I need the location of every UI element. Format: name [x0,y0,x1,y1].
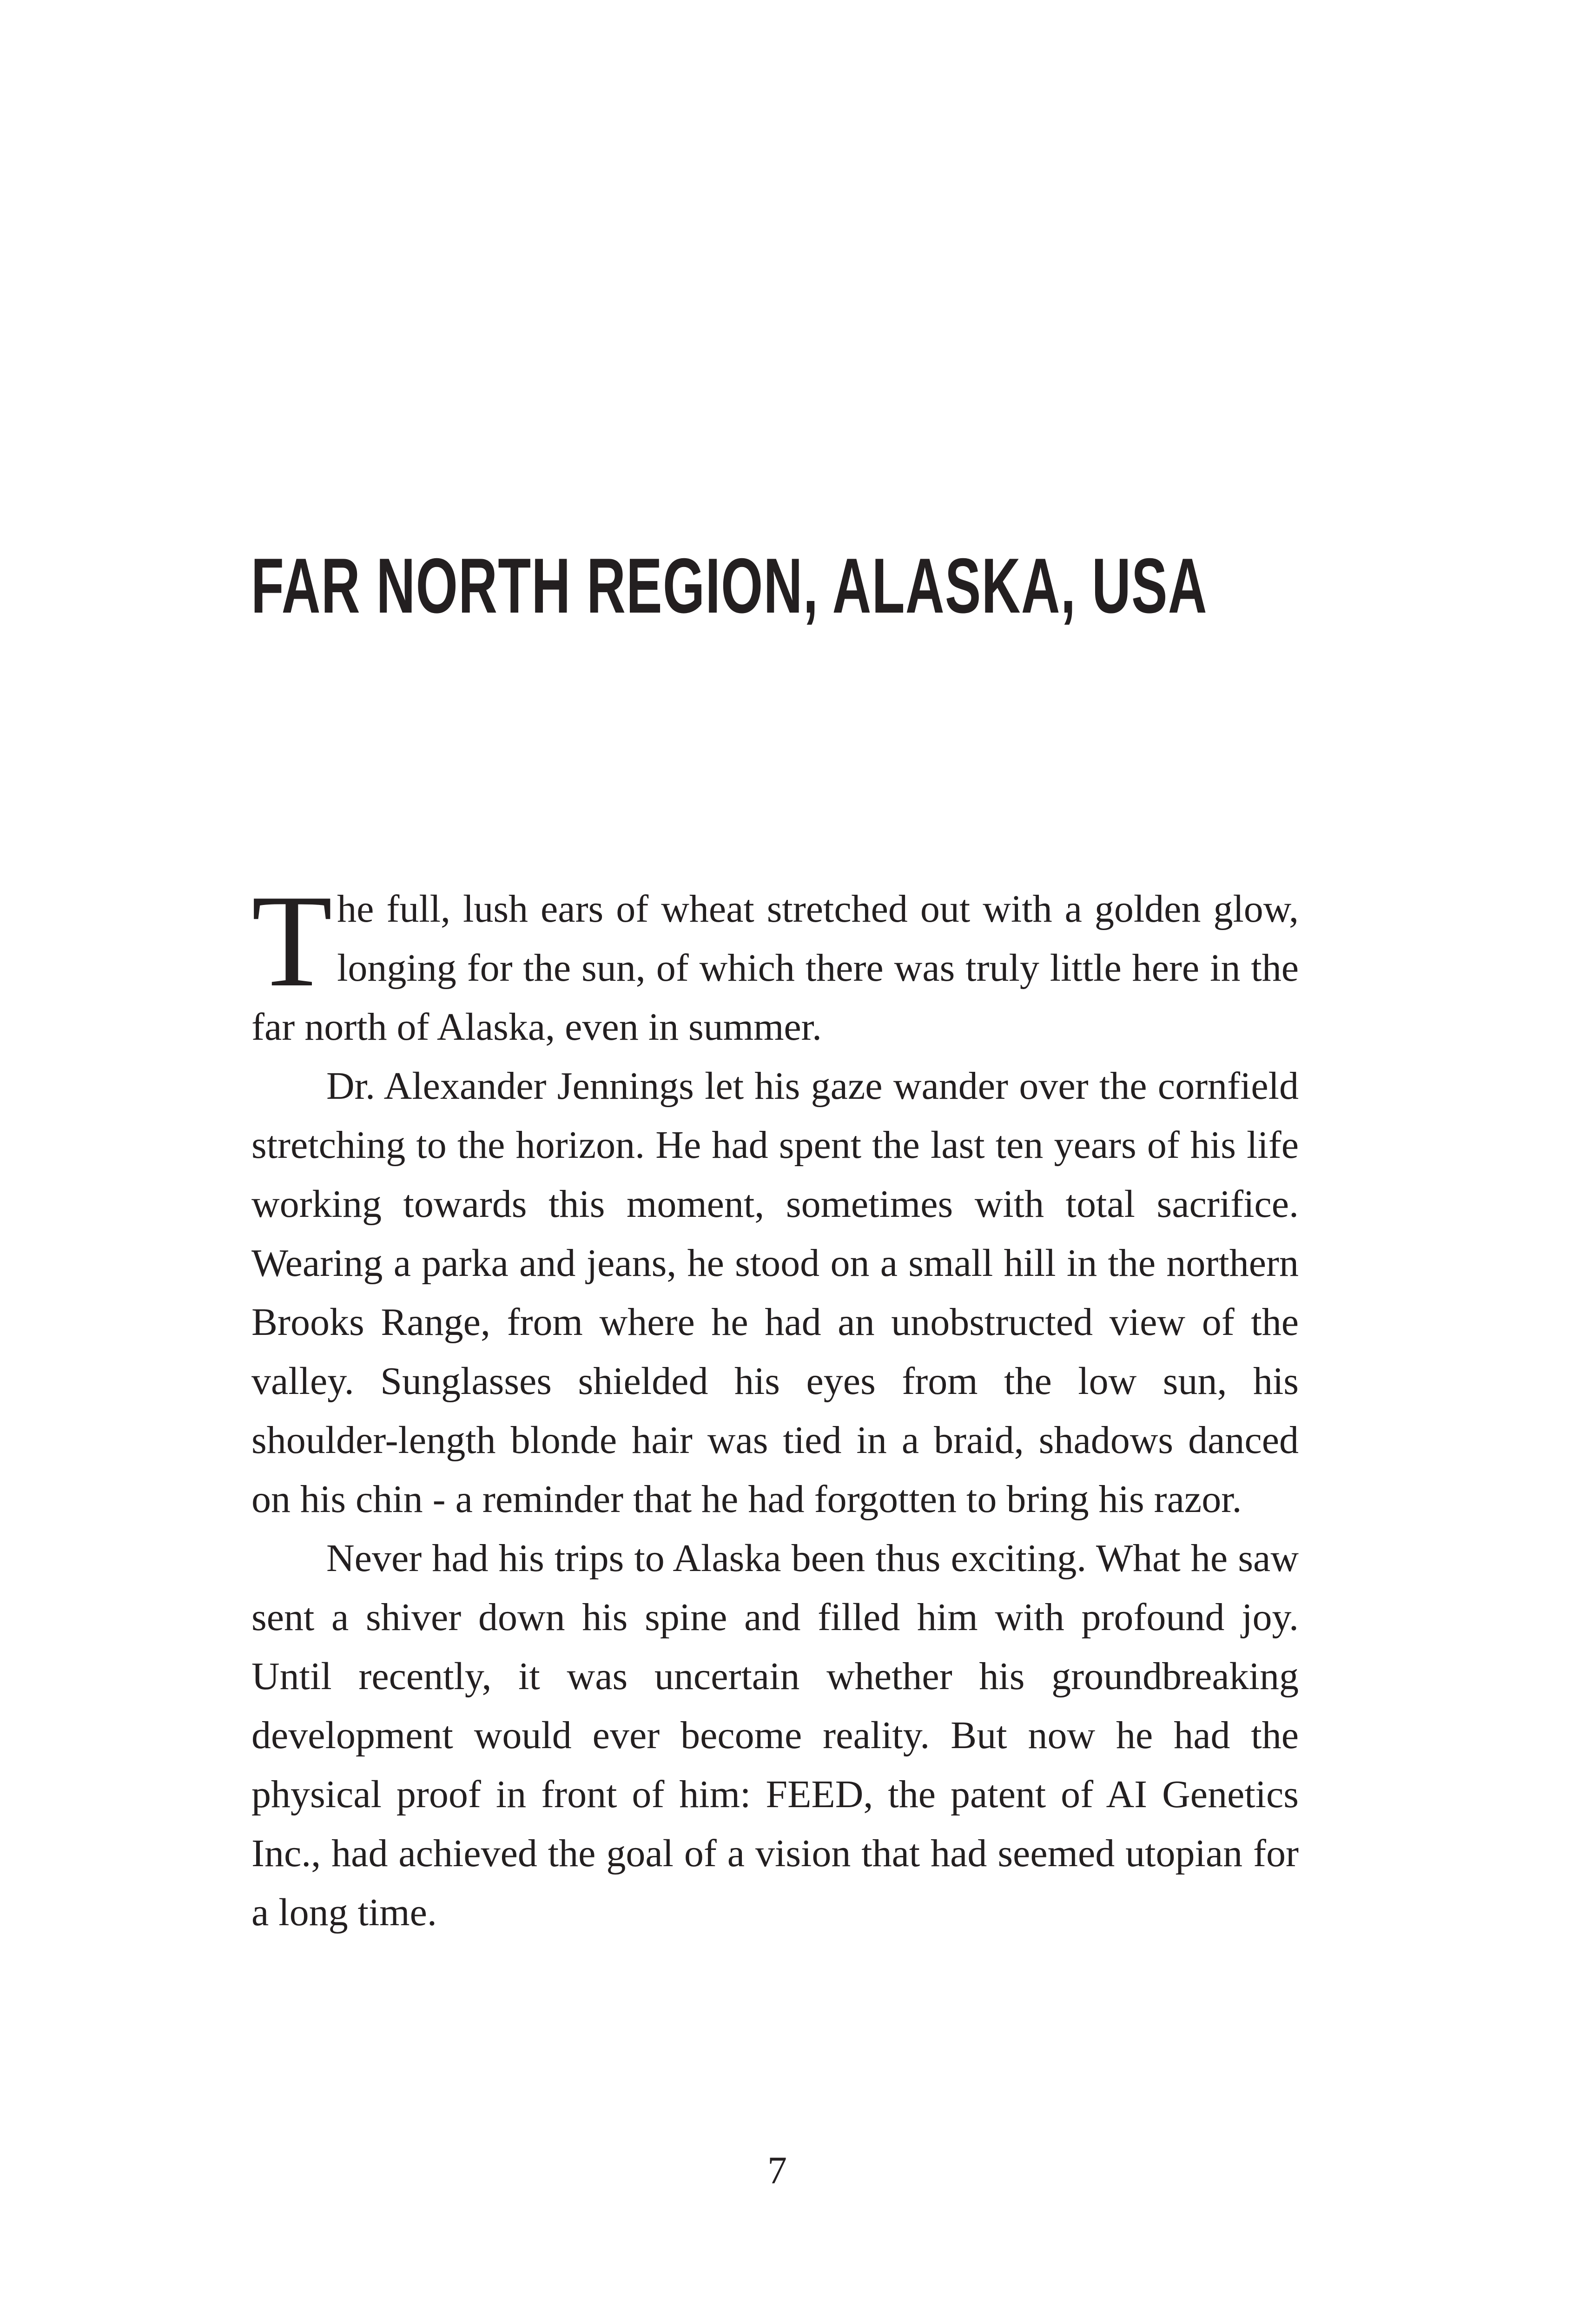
chapter-title: FAR NORTH REGION, ALASKA, USA [251,542,1208,629]
paragraph-3: Never had his trips to Alaska been thus exciting. What he saw sent a shiver down his spine and filled him with profound joy. Until recently, it was uncertain whether his groundbreaking development would ever become reality. But now he had the physical proof in front of him: FEED, the patent of AI Genetics Inc., had achieved the goal of a vision that had seemed utopian for a long time. [251,1537,1299,1934]
paragraph-1-text: he full, lush ears of wheat stretched out with a golden glow, longing for the sun, of which there was truly little here in the far north of Alaska, even in summer. [251,887,1299,1049]
paragraph-1 [251,867,1299,1056]
drop-cap: T [251,867,333,1014]
paragraph-2: Dr. Alexander Jennings let his gaze wander over the cornfield stretching to the horizon. He had spent the last ten years of his life working towards this moment, sometimes with total sacrifice. Wearing a parka and jeans, he stood on a small hill in the northern Brooks Range, from where he had an unobstructed view of the valley. Sunglasses shielded his eyes from the low sun, his shoulder-length blonde hair was tied in a braid, shadows danced on his chin - a reminder that he had forgotten to bring his razor. [251,1064,1299,1521]
page-number: 7 [767,2149,787,2192]
body-text [251,867,1299,1942]
